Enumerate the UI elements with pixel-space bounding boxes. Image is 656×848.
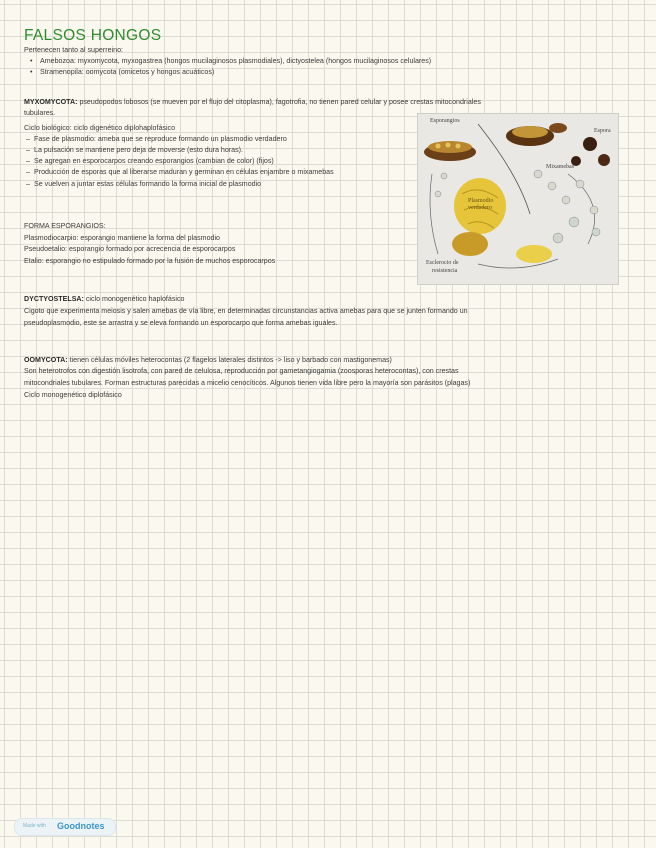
- forma-heading: FORMA ESPORANGIOS:: [24, 222, 106, 230]
- myxo-text: pseudopodos lobosos (se mueven por el flujo del citoplasma), fagotrofia, no tienen pared celular y posee crestas mitocondriales: [77, 98, 481, 106]
- label-espora: Espora: [594, 128, 611, 134]
- intro-line: Pertenecen tanto al superreino:: [24, 46, 123, 54]
- made-with-label: Made with: [23, 823, 46, 829]
- oomy-line-2: Son heterotrofos con digestión lisotrofa, con pared de celulosa, reproducción por gametangiogamia (zoosporas heterocontas), con crestas: [24, 367, 459, 375]
- myxo-step-1: – Fase de plasmodio: ameba que se reproduce formando un plasmodio verdadero: [34, 134, 287, 145]
- myxo-cycle: Ciclo biológico: ciclo digenético diplohaplofásico: [24, 124, 176, 132]
- label-verdadero: verdadero: [468, 205, 492, 211]
- oomy-line-3: mitocondriales tubulares. Forman estructuras parecidas a micelio cenocíticos. Algunos tienen vida libre pero la mayoría son parásitos (plagas): [24, 379, 471, 387]
- oomy-text: tienen células móviles heterocontas (2 flagelos laterales distintos -> liso y barbado con mastigonemas): [67, 356, 392, 364]
- oomy-heading: OOMYCOTA:: [24, 356, 68, 364]
- myxo-text-cont: tubulares.: [24, 109, 56, 117]
- intro-bullet-1: • Amebozoa: myxomycota, myxogastrea (hongos mucilaginosos plasmodiales), dictyostelea (hongos mucilaginosos celulares): [40, 56, 431, 67]
- myxo-step-2: – La pulsación se mantiene pero deja de moverse (esto dura horas).: [34, 145, 243, 156]
- label-esporangios: Esporangios: [430, 118, 460, 124]
- dicty-heading: DYCTYOSTELSA:: [24, 295, 84, 303]
- forma-line-1: Plasmodiocarpio: esporangio mantiene la forma del plasmodio: [24, 234, 220, 242]
- label-plasmodio: Plasmodio: [468, 198, 494, 204]
- myxo-heading: MYXOMYCOTA:: [24, 98, 78, 106]
- forma-line-3: Etalio: esporangio no estipulado formado por la fusión de muchos esporocarpos: [24, 257, 276, 265]
- dicty-line-2: Cigoto que experimenta meiosis y salen amebas de vía libre, en determinadas circunstancias activa amebas para que se junten formando un: [24, 307, 468, 315]
- myxo-step-3: – Se agregan en esporocarpos creando esporangios (cambian de color) (fijos): [34, 156, 274, 167]
- label-resistencia: resistencia: [432, 268, 458, 274]
- goodnotes-watermark[interactable]: [14, 818, 116, 836]
- dicty-text: ciclo monogenético haplofásico: [83, 295, 185, 303]
- life-cycle-diagram: [417, 113, 619, 285]
- myxo-paragraph: [24, 97, 481, 108]
- label-esclerocio: Esclerocio de: [426, 260, 459, 266]
- oomy-paragraph: [24, 355, 392, 366]
- page-title: FALSOS HONGOS: [24, 27, 162, 44]
- life-cycle-illustration: [418, 114, 618, 284]
- forma-line-2: Pseudoetalio: esporangio formado por acrecencia de esporocarpos: [24, 245, 236, 253]
- oomy-line-4: Ciclo monogenético diplofásico: [24, 391, 122, 399]
- myxo-step-5: – Se vuelven a juntar estas células formando la forma inicial de plasmodio: [34, 179, 261, 190]
- intro-bullet-2: • Stramenopila: oomycota (omicetos y hongos acuáticos): [40, 67, 214, 78]
- myxo-step-4: – Producción de esporas que al liberarse maduran y germinan en células enjambre o mixamebas: [34, 167, 334, 178]
- label-mixamebas: Mixamebas: [546, 164, 574, 170]
- dicty-paragraph: [24, 294, 184, 305]
- dicty-line-3: pseudoplasmodio, este se arrastra y se eleva formando un esporocarpo que forma amebas iguales.: [24, 319, 338, 327]
- goodnotes-logo: Goodnotes: [57, 821, 105, 831]
